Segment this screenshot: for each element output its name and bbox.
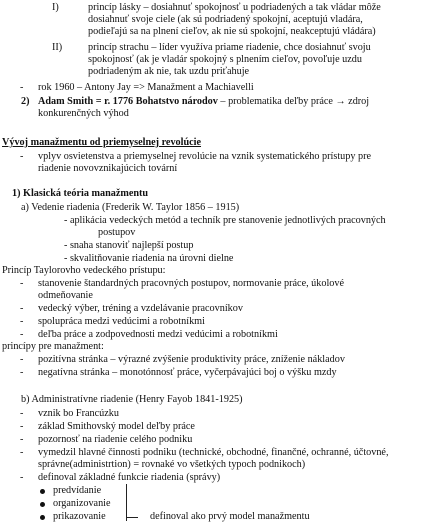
- dash-bullet: -: [20, 472, 24, 483]
- list-number-2: 2): [21, 96, 30, 107]
- function-commanding: prikazovanie: [53, 511, 106, 522]
- admin-item-2: základ Smithovský model deľby práce: [38, 421, 195, 432]
- function-forecasting: predvídanie: [53, 485, 102, 496]
- admin-item-5: definoval základné funkcie riadenia (správy): [38, 472, 221, 483]
- bullet-dot: [40, 515, 45, 520]
- bracket-line: [126, 484, 127, 521]
- taylor-item-3: - skvalitňovanie riadenia na úrovni dielne: [64, 253, 234, 264]
- fayol-heading: b) Administratívne riadenie (Henry Fayob 1841-1925): [21, 394, 243, 405]
- admin-item-4-cont: správne(administrtion) = rovnaké vo všetkých typoch podnikoch): [38, 459, 306, 470]
- principle-item-4: deľba práce a zodpovednosti medzi vedúcimi a robotníkmi: [38, 329, 278, 340]
- negative-side: negatívna stránka – monotónnosť práce, vyčerpávajúci boj o výšku mzdy: [38, 367, 337, 378]
- taylor-item-1: - aplikácia vedeckých metód a techník pre stanovenie jednotlivých pracovných: [64, 215, 386, 226]
- for-management-title: princípy pre manažment:: [2, 341, 104, 352]
- dash-bullet: -: [20, 367, 24, 378]
- dash-bullet: -: [20, 354, 24, 365]
- adam-smith-bold: Adam Smith = r. 1776 Bohatstvo národov: [38, 96, 218, 107]
- principle-item-2: vedecký výber, tréning a vzdelávanie pracovníkov: [38, 303, 243, 314]
- dash-bullet: -: [20, 434, 24, 445]
- list-marker-II: II): [52, 42, 63, 53]
- dash-bullet: -: [20, 421, 24, 432]
- adam-smith-rest: – problematika deľby práce → zdroj: [217, 96, 370, 107]
- taylor-heading: a) Vedenie riadenia (Frederik W. Taylor 1856 – 1915): [21, 202, 240, 213]
- dash-bullet: -: [20, 447, 24, 458]
- dash-bullet: -: [20, 329, 24, 340]
- section-text-line-2: riadenie novovznikajúcich tovární: [38, 163, 178, 174]
- principle-love-line-3: podieľajú sa na plnení cieľov, ak nie sú spokojní, neakceptujú vládára): [88, 26, 376, 37]
- antony-jay-line: rok 1960 – Antony Jay => Manažment a Machiavelli: [38, 82, 254, 93]
- admin-item-4: vymedzil hlavné činnosti podniku (technické, obchodné, finančné, ochranné, účtovné,: [38, 447, 389, 458]
- taylor-item-1-cont: postupov: [98, 227, 136, 238]
- adam-smith-cont: konkurenčných výhod: [38, 108, 129, 119]
- dash-bullet: -: [20, 408, 24, 419]
- principle-fear-line-1: princíp strachu – líder využíva priame riadenie, chce dosiahnuť svoju: [88, 42, 371, 53]
- section-text-line-1: vplyv osvietenstva a priemyselnej revolúcie na vznik systematického prístupy pre: [38, 151, 371, 162]
- bracket-note: definoval ako prvý model manažmentu: [150, 511, 310, 522]
- admin-item-3: pozornosť na riadenie celého podniku: [38, 434, 193, 445]
- principle-fear-line-2: spokojnosť (ak je vladár spokojný s plnením cieľov, povoľuje uzdu: [88, 54, 362, 65]
- admin-item-1: vznik bo Francúzku: [38, 408, 119, 419]
- dash-bullet: -: [20, 151, 24, 162]
- positive-side: pozitívna stránka – výrazné zvýšenie produktivity práce, zníženie nákladov: [38, 354, 345, 365]
- principle-love-line-1: princíp lásky – dosiahnuť spokojnosť u podriadených a tak vládar môže: [88, 2, 381, 13]
- principle-love-line-2: dosiahnuť svoje ciele (ak sú podriadený spokojní, aceptujú vladára,: [88, 14, 363, 25]
- principle-fear-line-3: podriadeným ak nie, tak uzdu priťahuje: [88, 66, 250, 77]
- bullet-dot: [40, 489, 45, 494]
- dash-bullet: -: [20, 316, 24, 327]
- taylor-item-2: - snaha stanoviť najlepší postup: [64, 240, 194, 251]
- dash-bullet: -: [20, 278, 24, 289]
- function-organizing: organizovanie: [53, 498, 111, 509]
- list-marker-I: I): [52, 2, 59, 13]
- bullet-dot: [40, 502, 45, 507]
- dash-bullet: -: [20, 303, 24, 314]
- bracket-connector: [126, 517, 138, 518]
- principles-title: Princíp Taylorovho vedeckého prístupu:: [2, 265, 166, 276]
- principle-item-1: stanovenie štandardných pracovných postupov, normovanie práce, úkolové: [38, 278, 345, 289]
- adam-smith-line: [38, 96, 369, 108]
- section-title: Vývoj manažmentu od priemyselnej revolúcie: [2, 137, 202, 148]
- classical-heading: 1) Klasická teória manažmentu: [12, 188, 149, 199]
- principle-item-1-cont: odmeňovanie: [38, 290, 93, 301]
- dash-bullet: -: [20, 82, 24, 93]
- principle-item-3: spolupráca medzi vedúcimi a robotníkmi: [38, 316, 205, 327]
